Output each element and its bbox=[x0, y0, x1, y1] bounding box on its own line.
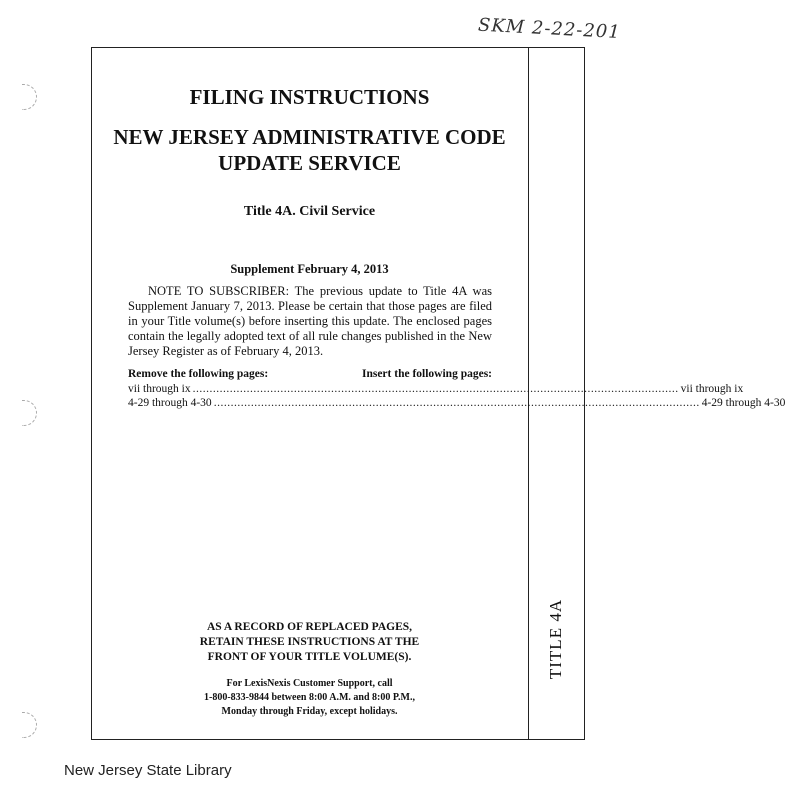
record-notice bbox=[91, 620, 528, 665]
remove-pages: 4-29 through 4-30 bbox=[128, 397, 212, 409]
title-subtitle: Title 4A. Civil Service bbox=[243, 204, 376, 219]
record-line: RETAIN THESE INSTRUCTIONS AT THE bbox=[199, 636, 420, 648]
dot-leader: ................................................................................................................................................ bbox=[192, 383, 679, 395]
page-title: FILING INSTRUCTIONS bbox=[189, 85, 430, 109]
support-line: Monday through Friday, except holidays. bbox=[221, 706, 398, 717]
code-title-line2: UPDATE SERVICE bbox=[218, 151, 401, 175]
handwritten-annotation: SKM 2-22-201 bbox=[477, 14, 622, 44]
insert-pages: vii through ix bbox=[680, 383, 744, 395]
insert-header: Insert the following pages: bbox=[361, 368, 492, 380]
page-row bbox=[128, 382, 744, 396]
record-line: AS A RECORD OF REPLACED PAGES, bbox=[206, 621, 413, 633]
code-title-line1: NEW JERSEY ADMINISTRATIVE CODE bbox=[113, 125, 506, 149]
support-line: For LexisNexis Customer Support, call bbox=[226, 678, 393, 689]
pages-header bbox=[128, 368, 492, 380]
support-line: 1-800-833-9844 between 8:00 A.M. and 8:00 P.M., bbox=[203, 692, 415, 703]
punch-hole-middle bbox=[22, 400, 37, 426]
punch-hole-top bbox=[22, 84, 37, 110]
subscriber-note: NOTE TO SUBSCRIBER: The previous update to Title 4A was Supplement January 7, 2013. Please be certain that those pages are filed in your Title volume(s) before inserting this update. The enclosed pages contain the legally adopted text of all rule changes published in the New Jersey Register as of February 4, 2013. bbox=[128, 284, 492, 358]
page-row bbox=[128, 396, 785, 410]
code-title bbox=[91, 124, 528, 176]
insert-pages: 4-29 through 4-30 bbox=[701, 397, 785, 409]
supplement-date: Supplement February 4, 2013 bbox=[230, 262, 389, 276]
remove-header: Remove the following pages: bbox=[128, 368, 269, 380]
customer-support bbox=[91, 677, 528, 719]
tab-label: TITLE 4A bbox=[546, 598, 565, 680]
remove-pages: vii through ix bbox=[128, 383, 191, 395]
dot-leader: ................................................................................................................................................ bbox=[213, 397, 700, 409]
library-stamp: New Jersey State Library bbox=[64, 762, 232, 779]
punch-hole-bottom bbox=[22, 712, 37, 738]
record-line: FRONT OF YOUR TITLE VOLUME(S). bbox=[207, 651, 412, 663]
